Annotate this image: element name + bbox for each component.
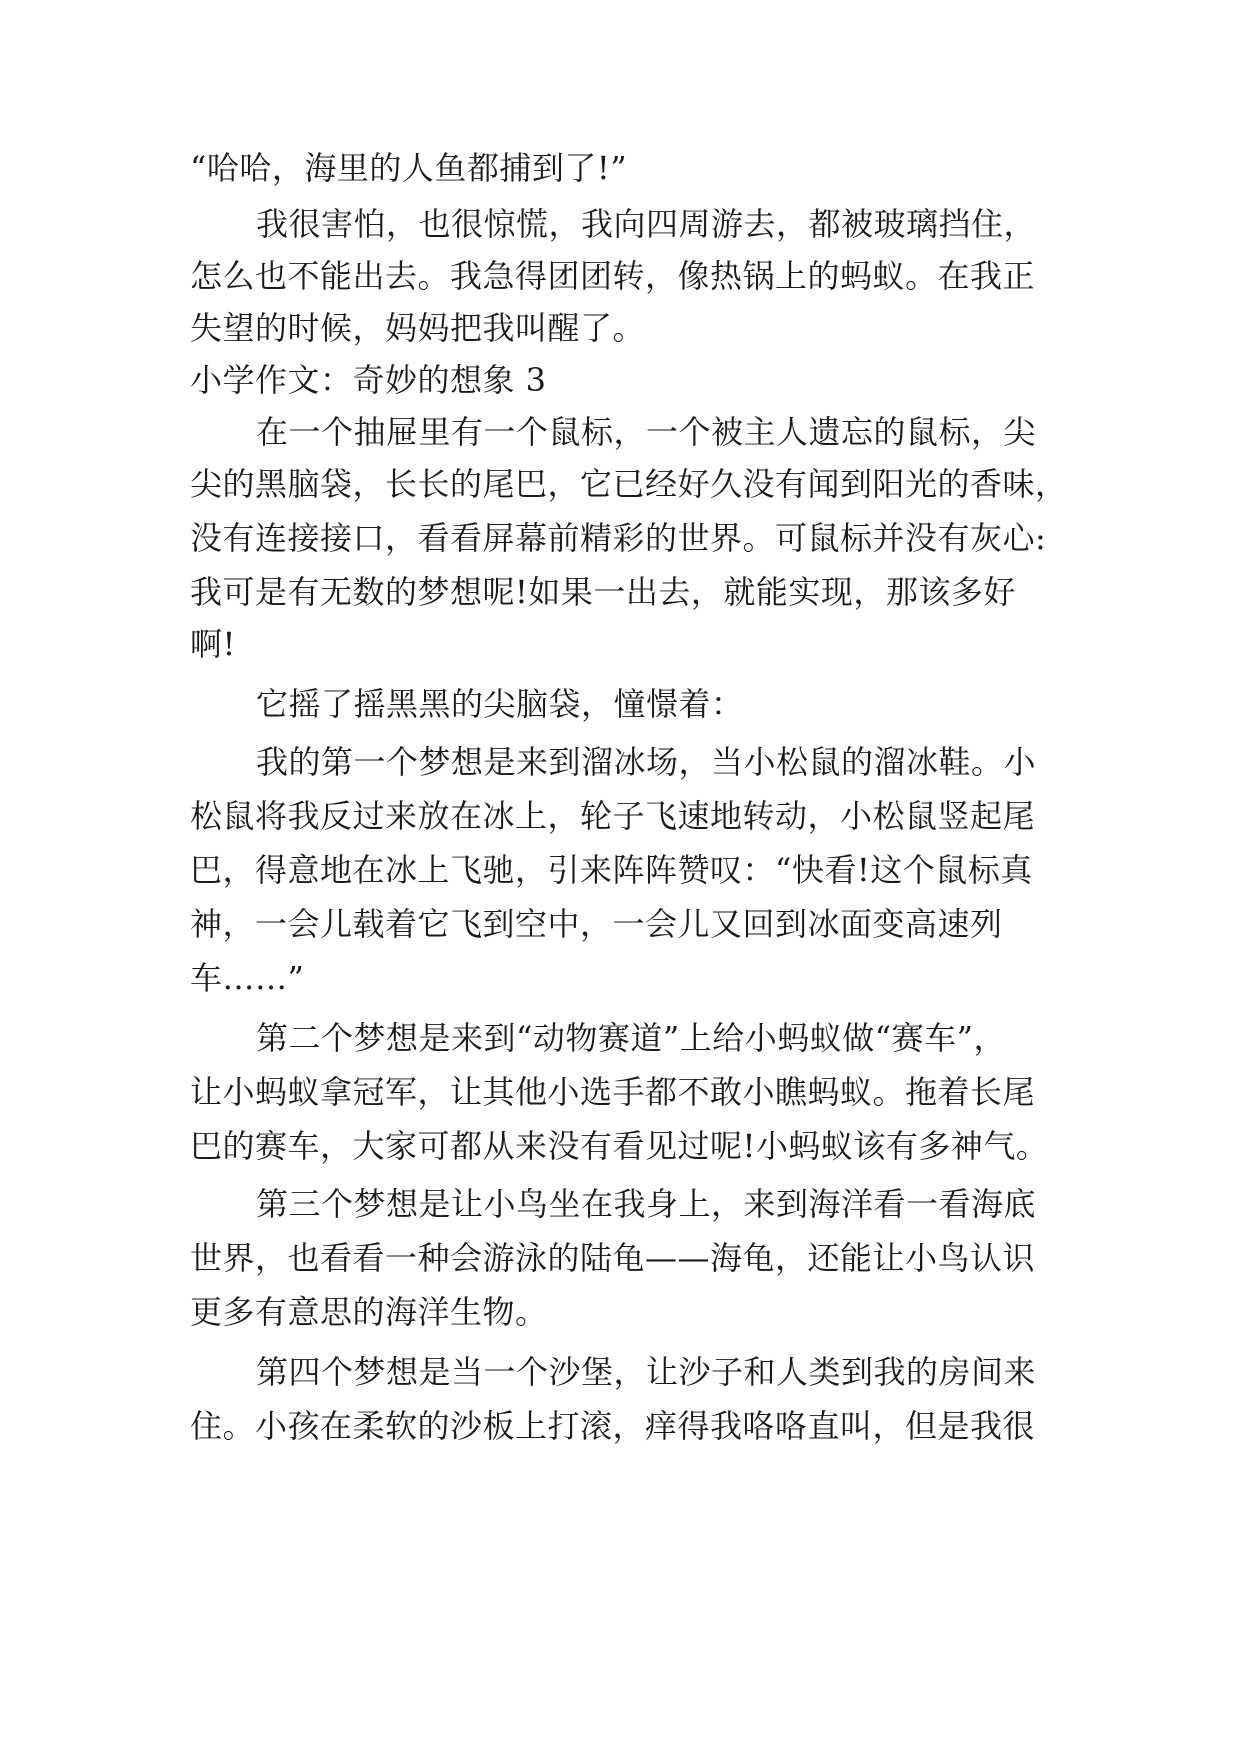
paragraph-start: 在一个抽屉里有一个鼠标，一个被主人遗忘的鼠标，尖 (256, 413, 1037, 451)
text-line: 神，一会儿载着它飞到空中，一会儿又回到冰面变高速列 (190, 905, 1003, 943)
text-line: 巴的赛车，大家可都从来没有看见过呢!小蚂蚁该有多神气。 (190, 1127, 1049, 1165)
text-line: 巴，得意地在冰上飞驰，引来阵阵赞叹：“快看!这个鼠标真 (190, 851, 1033, 889)
paragraph-start: 第三个梦想是让小鸟坐在我身上，来到海洋看一看海底 (256, 1185, 1037, 1223)
text-line: 我可是有无数的梦想呢!如果一出去，就能实现，那该多好 (190, 573, 1016, 611)
text-line: 啊! (190, 625, 236, 663)
text-line: “哈哈，海里的人鱼都捕到了!” (190, 149, 628, 187)
text-line: 尖的黑脑袋，长长的尾巴，它已经好久没有闻到阳光的香味， (190, 465, 1068, 503)
text-line: 住。小孩在柔软的沙板上打滚，痒得我咯咯直叫，但是我很 (190, 1407, 1036, 1445)
paragraph-start: 第四个梦想是当一个沙堡，让沙子和人类到我的房间来 (256, 1353, 1037, 1391)
text-line: 车……” (190, 959, 305, 997)
text-line: 没有连接接口，看看屏幕前精彩的世界。可鼠标并没有灰心: (190, 519, 1047, 557)
paragraph-start: 我的第一个梦想是来到溜冰场，当小松鼠的溜冰鞋。小 (256, 743, 1037, 781)
paragraph-start: 我很害怕，也很惊慌，我向四周游去，都被玻璃挡住， (256, 205, 1037, 243)
paragraph-start: 它摇了摇黑黑的尖脑袋，憧憬着： (256, 685, 744, 723)
text-line: 世界，也看看一种会游泳的陆龟——海龟，还能让小鸟认识 (190, 1239, 1036, 1277)
text-line: 松鼠将我反过来放在冰上，轮子飞速地转动，小松鼠竖起尾 (190, 797, 1036, 835)
text-line: 怎么也不能出去。我急得团团转，像热锅上的蚂蚁。在我正 (190, 257, 1036, 295)
text-line: 更多有意思的海洋生物。 (190, 1293, 548, 1331)
text-line: 失望的时候，妈妈把我叫醒了。 (190, 309, 646, 347)
section-title: 小学作文：奇妙的想象 3 (190, 361, 547, 399)
paragraph-start: 第二个梦想是来到“动物赛道”上给小蚂蚁做“赛车”， (256, 1019, 1006, 1057)
text-line: 让小蚂蚁拿冠军，让其他小选手都不敢小瞧蚂蚁。拖着长尾 (190, 1073, 1036, 1111)
